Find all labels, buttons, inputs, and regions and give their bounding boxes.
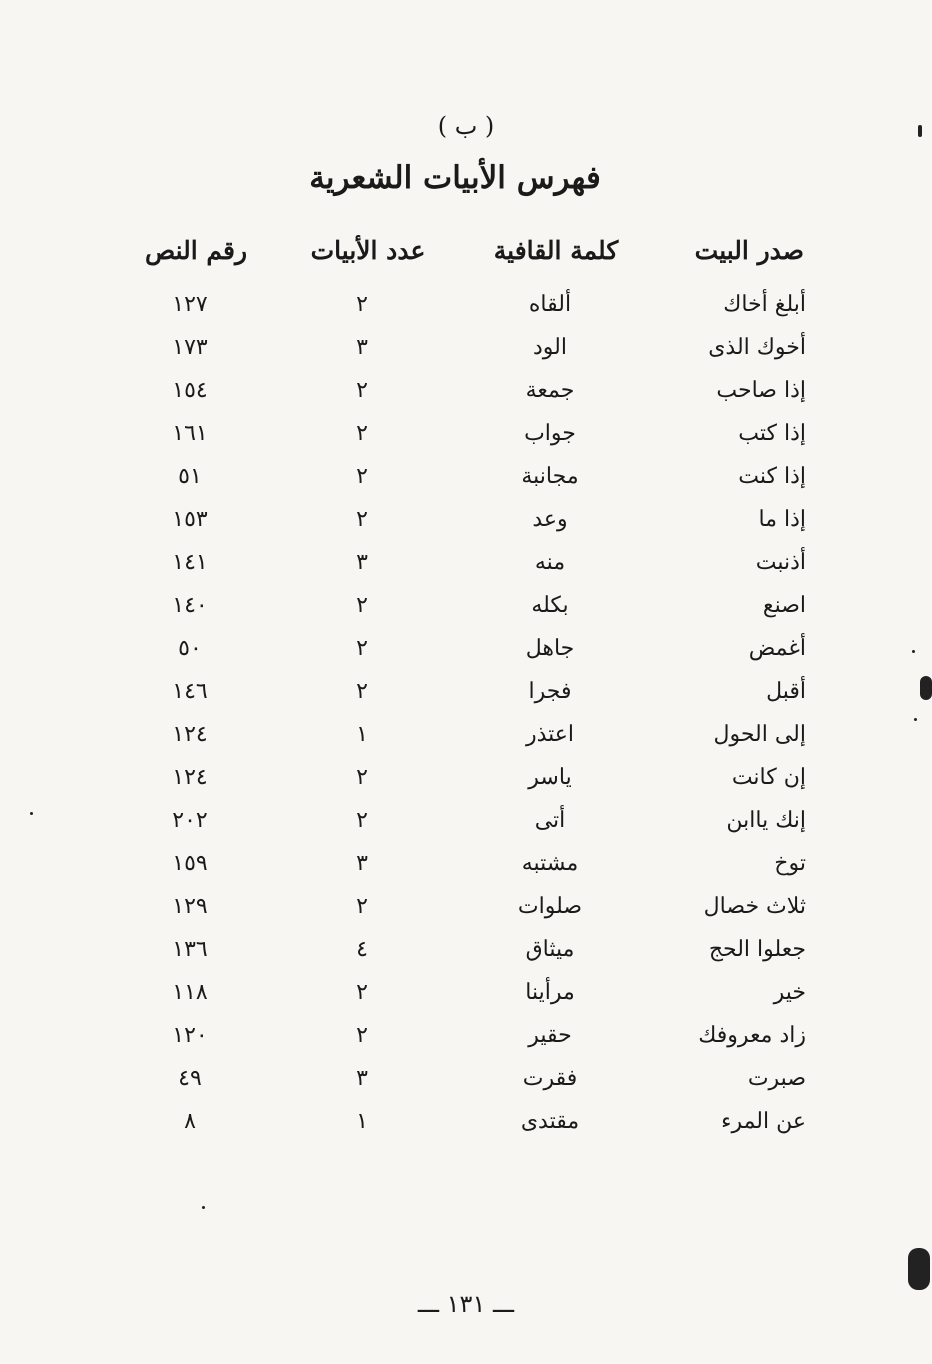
scan-speck xyxy=(918,125,922,137)
text-number-cell: ٨ xyxy=(184,1109,196,1134)
page-title: فهرس الأبيات الشعرية xyxy=(309,160,601,196)
rhyme-word-cell: أتى xyxy=(534,808,566,833)
verse-start-cell: إذا كنت xyxy=(738,464,806,489)
section-letter: ( ب ) xyxy=(437,112,495,140)
rhyme-word-cell: بكله xyxy=(531,593,569,618)
verse-start-cell: جعلوا الحج xyxy=(708,937,806,962)
text-number-cell: ١١٨ xyxy=(172,980,208,1005)
verse-count-cell: ٢ xyxy=(356,765,368,790)
scan-speck xyxy=(920,676,932,700)
rhyme-word-cell: وعد xyxy=(532,507,568,532)
verse-start-cell: زاد معروفك xyxy=(698,1023,806,1048)
scan-speck xyxy=(202,1206,205,1209)
page-number: ـــ ١٣١ ـــ xyxy=(417,1290,515,1318)
rhyme-word-cell: اعتذر xyxy=(525,722,575,747)
text-number-cell: ١٢٩ xyxy=(172,894,208,919)
verse-count-cell: ٢ xyxy=(356,1023,368,1048)
table-row xyxy=(0,765,932,808)
verse-start-cell: أبلغ أخاك xyxy=(723,292,806,317)
verse-count-cell: ٢ xyxy=(356,808,368,833)
verse-count-cell: ٢ xyxy=(356,464,368,489)
text-number-cell: ١٢٧ xyxy=(172,292,208,317)
scan-speck xyxy=(914,718,917,721)
scan-speck xyxy=(912,650,915,653)
text-number-cell: ١٢٤ xyxy=(172,765,208,790)
text-number-cell: ١٤٠ xyxy=(172,593,208,618)
table-row xyxy=(0,679,932,722)
text-number-cell: ١٣٦ xyxy=(172,937,208,962)
text-number-cell: ٥١ xyxy=(178,464,202,489)
verse-count-cell: ٣ xyxy=(356,1066,368,1091)
header-verse-start: صدر البيت xyxy=(694,236,804,265)
table-row xyxy=(0,894,932,937)
table-row xyxy=(0,378,932,421)
verse-start-cell: أقبل xyxy=(766,679,806,704)
header-rhyme-word: كلمة القافية xyxy=(493,236,619,265)
table-row xyxy=(0,851,932,894)
table-row xyxy=(0,507,932,550)
text-number-cell: ١٢٠ xyxy=(172,1023,208,1048)
verse-start-cell: ثلاث خصال xyxy=(703,894,806,919)
table-header xyxy=(0,232,932,292)
rhyme-word-cell: الود xyxy=(533,335,567,360)
rhyme-word-cell: مقتدى xyxy=(520,1109,580,1134)
verse-start-cell: أخوك الذى xyxy=(708,335,806,360)
verse-start-cell: إنك ياابن xyxy=(726,808,806,833)
scan-speck xyxy=(908,1248,930,1290)
verse-count-cell: ١ xyxy=(356,1109,368,1134)
text-number-cell: ١٥٩ xyxy=(172,851,208,876)
verse-start-cell: إذا ما xyxy=(758,507,806,532)
table-row xyxy=(0,335,932,378)
table-row xyxy=(0,937,932,980)
table-row xyxy=(0,1109,932,1152)
table-row xyxy=(0,464,932,507)
table-row xyxy=(0,550,932,593)
rhyme-word-cell: ميثاق xyxy=(525,937,575,962)
text-number-cell: ٢٠٢ xyxy=(172,808,208,833)
text-number-cell: ١٤١ xyxy=(172,550,208,575)
header-text-number: رقم النص xyxy=(144,236,248,265)
rhyme-word-cell: منه xyxy=(534,550,566,575)
verse-start-cell: إن كانت xyxy=(731,765,806,790)
verse-count-cell: ٢ xyxy=(356,421,368,446)
verse-count-cell: ٢ xyxy=(356,507,368,532)
text-number-cell: ١٥٣ xyxy=(172,507,208,532)
header-verse-count: عدد الأبيات xyxy=(310,236,426,265)
rhyme-word-cell: حقير xyxy=(528,1023,572,1048)
text-number-cell: ٤٩ xyxy=(178,1066,202,1091)
verse-start-cell: عن المرء xyxy=(721,1109,806,1134)
text-number-cell: ١٥٤ xyxy=(172,378,208,403)
verse-count-cell: ٢ xyxy=(356,894,368,919)
verse-count-cell: ٣ xyxy=(356,851,368,876)
verse-index-table xyxy=(0,232,932,1152)
verse-count-cell: ٢ xyxy=(356,980,368,1005)
text-number-cell: ١٦١ xyxy=(172,421,208,446)
table-row xyxy=(0,593,932,636)
text-number-cell: ١٢٤ xyxy=(172,722,208,747)
verse-count-cell: ١ xyxy=(356,722,368,747)
verse-count-cell: ٢ xyxy=(356,679,368,704)
verse-start-cell: صبرت xyxy=(747,1066,806,1091)
verse-count-cell: ٤ xyxy=(356,937,368,962)
table-row xyxy=(0,722,932,765)
verse-count-cell: ٢ xyxy=(356,292,368,317)
table-row xyxy=(0,421,932,464)
rhyme-word-cell: صلوات xyxy=(517,894,583,919)
rhyme-word-cell: مشتبه xyxy=(521,851,579,876)
text-number-cell: ٥٠ xyxy=(178,636,202,661)
rhyme-word-cell: مجانبة xyxy=(521,464,579,489)
verse-count-cell: ٢ xyxy=(356,378,368,403)
verse-start-cell: خير xyxy=(773,980,806,1005)
rhyme-word-cell: جاهل xyxy=(525,636,575,661)
table-row xyxy=(0,1023,932,1066)
verse-start-cell: إذا صاحب xyxy=(716,378,806,403)
verse-start-cell: اصنع xyxy=(762,593,806,618)
table-row xyxy=(0,1066,932,1109)
verse-start-cell: أغمض xyxy=(748,636,806,661)
rhyme-word-cell: ياسر xyxy=(528,765,572,790)
table-row xyxy=(0,292,932,335)
rhyme-word-cell: فقرت xyxy=(522,1066,578,1091)
rhyme-word-cell: مرأينا xyxy=(525,980,575,1005)
verse-count-cell: ٣ xyxy=(356,550,368,575)
table-row xyxy=(0,808,932,851)
rhyme-word-cell: فجرا xyxy=(528,679,572,704)
verse-start-cell: إلى الحول xyxy=(713,722,806,747)
rhyme-word-cell: ألقاه xyxy=(528,292,572,317)
table-body xyxy=(0,292,932,1152)
rhyme-word-cell: جواب xyxy=(524,421,576,446)
rhyme-word-cell: جمعة xyxy=(525,378,575,403)
scan-speck xyxy=(30,812,33,815)
verse-start-cell: أذنبت xyxy=(755,550,806,575)
verse-start-cell: إذا كتب xyxy=(738,421,806,446)
table-row xyxy=(0,980,932,1023)
verse-count-cell: ٢ xyxy=(356,593,368,618)
verse-count-cell: ٣ xyxy=(356,335,368,360)
verse-start-cell: توخ xyxy=(774,851,806,876)
verse-count-cell: ٢ xyxy=(356,636,368,661)
text-number-cell: ١٤٦ xyxy=(172,679,208,704)
table-row xyxy=(0,636,932,679)
text-number-cell: ١٧٣ xyxy=(172,335,208,360)
